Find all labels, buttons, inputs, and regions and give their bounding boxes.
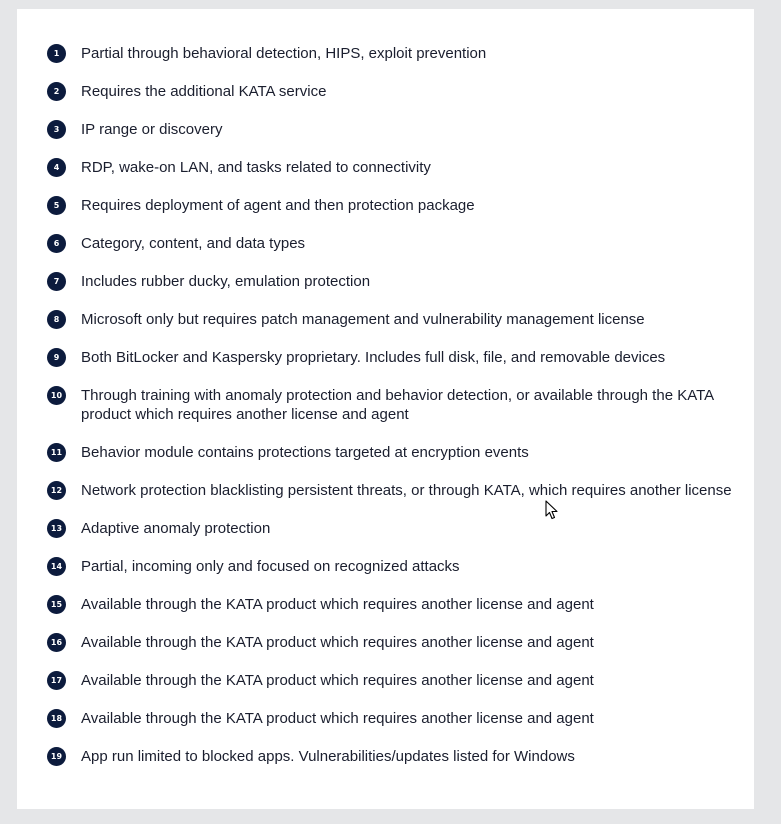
list-item [47,158,737,177]
footnotes-list [47,44,737,785]
footnote-number-badge: 10 [47,386,66,405]
footnote-text: Network protection blacklisting persistent threats, or through KATA, which requires another license [81,482,732,499]
list-item [47,386,737,424]
footnote-text: IP range or discovery [81,121,223,138]
list-item [47,443,737,462]
footnote-number-badge: 18 [47,709,66,728]
footnote-text: Through training with anomaly protection and behavior detection, or available through the KATA product which requires another license and agent [81,387,714,423]
list-item [47,747,737,766]
list-item [47,120,737,139]
footnote-text: Available through the KATA product which requires another license and agent [81,710,594,727]
footnote-text: Microsoft only but requires patch management and vulnerability management license [81,311,645,328]
footnote-number-badge: 16 [47,633,66,652]
footnote-text: RDP, wake-on LAN, and tasks related to connectivity [81,159,431,176]
list-item [47,44,737,63]
list-item [47,348,737,367]
footnote-text: Requires deployment of agent and then protection package [81,197,475,214]
footnote-number-badge: 12 [47,481,66,500]
footnote-text: Available through the KATA product which requires another license and agent [81,672,594,689]
list-item [47,481,737,500]
mouse-pointer-icon [545,500,559,520]
list-item [47,595,737,614]
list-item [47,272,737,291]
list-item [47,519,737,538]
footnote-text: App run limited to blocked apps. Vulnerabilities/updates listed for Windows [81,748,575,765]
footnote-number-badge: 19 [47,747,66,766]
list-item [47,82,737,101]
footnote-text: Behavior module contains protections targeted at encryption events [81,444,529,461]
footnotes-card [17,9,754,809]
footnote-number-badge: 5 [47,196,66,215]
list-item [47,633,737,652]
footnote-number-badge: 15 [47,595,66,614]
footnote-number-badge: 7 [47,272,66,291]
list-item [47,234,737,253]
footnote-text: Requires the additional KATA service [81,83,327,100]
footnote-number-badge: 11 [47,443,66,462]
footnote-number-badge: 14 [47,557,66,576]
footnote-number-badge: 9 [47,348,66,367]
list-item [47,310,737,329]
footnote-text: Available through the KATA product which requires another license and agent [81,596,594,613]
footnote-text: Available through the KATA product which requires another license and agent [81,634,594,651]
footnote-number-badge: 17 [47,671,66,690]
footnote-text: Both BitLocker and Kaspersky proprietary. Includes full disk, file, and removable devices [81,349,666,366]
list-item [47,196,737,215]
footnote-number-badge: 1 [47,44,66,63]
list-item [47,557,737,576]
footnote-text: Partial through behavioral detection, HIPS, exploit prevention [81,45,487,62]
list-item [47,671,737,690]
footnote-number-badge: 13 [47,519,66,538]
footnote-number-badge: 6 [47,234,66,253]
footnote-text: Partial, incoming only and focused on recognized attacks [81,558,460,575]
footnote-number-badge: 2 [47,82,66,101]
footnote-number-badge: 3 [47,120,66,139]
footnote-text: Category, content, and data types [81,235,306,252]
footnote-number-badge: 8 [47,310,66,329]
list-item [47,709,737,728]
footnote-text: Adaptive anomaly protection [81,520,271,537]
footnote-number-badge: 4 [47,158,66,177]
footnote-text: Includes rubber ducky, emulation protection [81,273,371,290]
